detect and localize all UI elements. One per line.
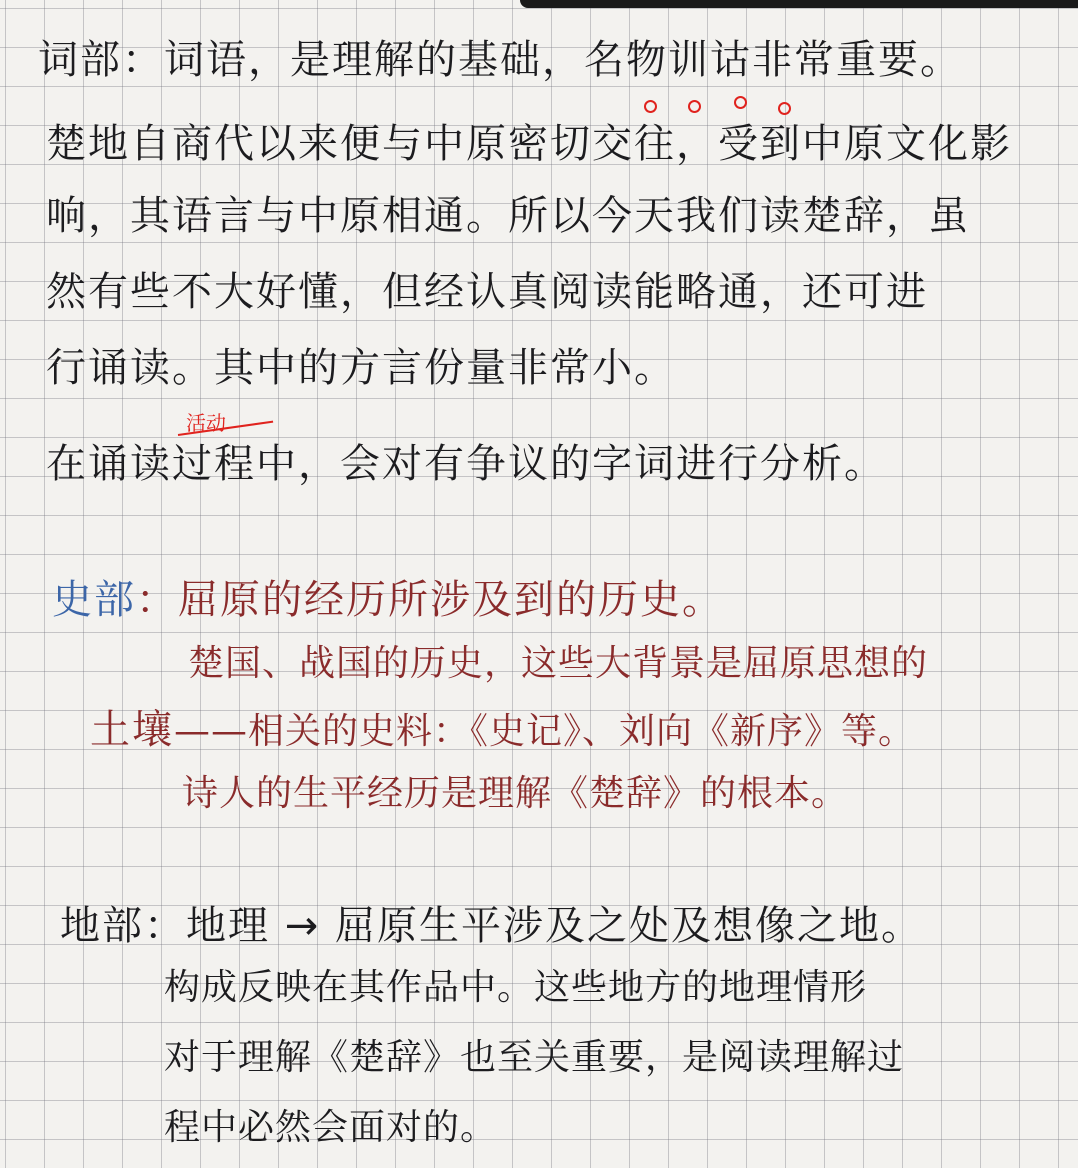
- ci-line-1: 词部：词语，是理解的基础，名物训诂非常重要。: [38, 37, 962, 83]
- shi-line-1-text: ：屈原的经历所涉及到的历史。: [136, 577, 724, 623]
- shi-line-2: 楚国、战国的历史，这些大背景是屈原思想的: [188, 643, 929, 684]
- shi-line-3-text: ——相关的史料：《史记》、刘向《新序》等。: [174, 711, 916, 752]
- di-line-2: 构成反映在其作品中。这些地方的地理情形: [164, 967, 868, 1008]
- ci-line-5: 行诵读。其中的方言份量非常小。: [46, 345, 676, 391]
- shi-line-3: [90, 706, 915, 756]
- ci-line-3: 响，其语言与中原相通。所以今天我们读楚辞，虽: [46, 193, 970, 239]
- ci-line-6-suffix: 过程中，会对有争议的字词进行分析。: [172, 441, 886, 487]
- photo-edge-shadow: [520, 0, 1078, 8]
- ci-line-2: 楚地自商代以来便与中原密切交往，受到中原文化影: [46, 121, 1012, 167]
- red-annotation: 活动: [186, 411, 226, 435]
- shi-line-3-label: 土壤: [90, 707, 174, 753]
- ci-line-6: [46, 440, 886, 488]
- shi-label: 史部: [52, 577, 136, 623]
- ci-line-4: 然有些不大好懂，但经认真阅读能略通，还可进: [46, 269, 928, 315]
- emphasis-dots: [640, 92, 800, 116]
- di-line-1: 地部：地理 → 屈原生平涉及之处及想像之地。: [60, 903, 923, 949]
- di-line-3: 对于理解《楚辞》也至关重要，是阅读理解过: [164, 1037, 905, 1078]
- di-line-4: 程中必然会面对的。: [164, 1107, 498, 1148]
- ci-line-6-prefix: 在诵读: [46, 441, 172, 487]
- shi-line-1: [52, 576, 724, 624]
- shi-line-4: 诗人的生平经历是理解《楚辞》的根本。: [182, 773, 849, 814]
